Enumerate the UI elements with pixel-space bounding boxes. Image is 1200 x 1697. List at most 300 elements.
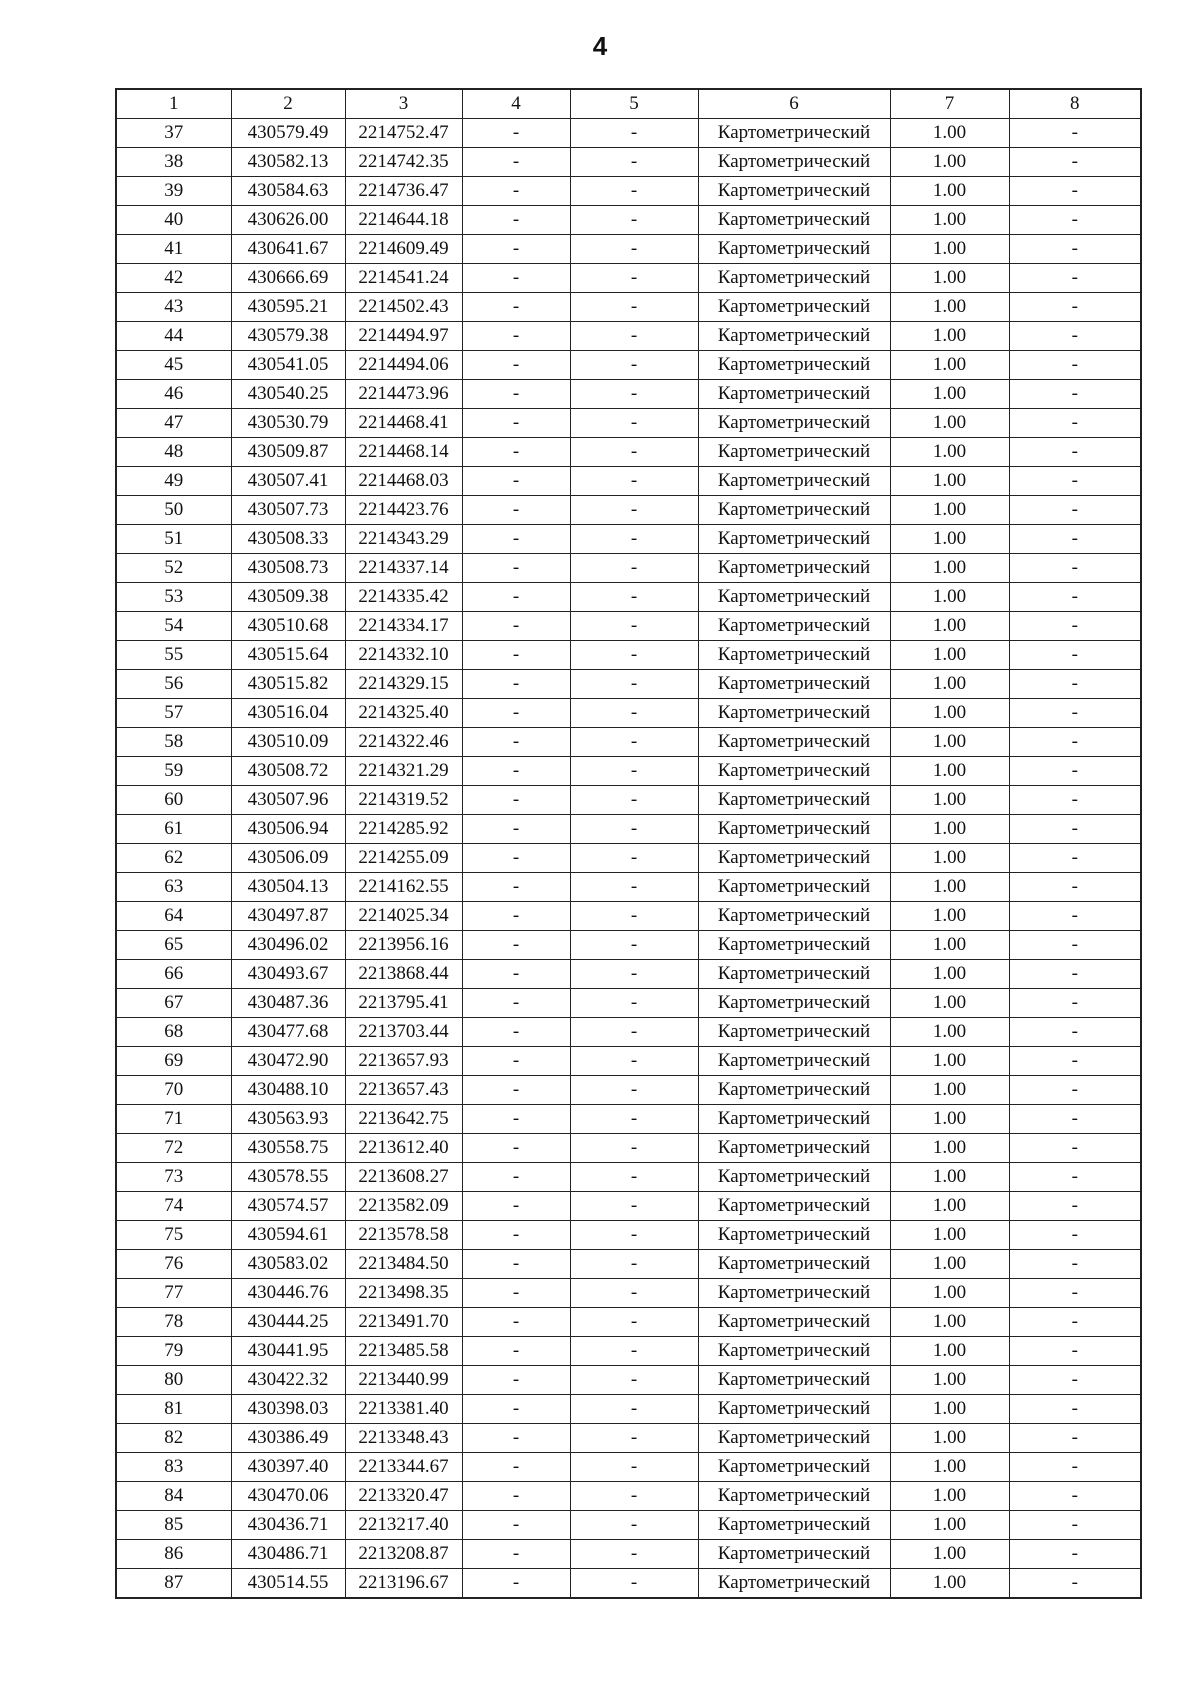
y-coordinate-cell: 2213612.40 bbox=[345, 1134, 462, 1163]
col5-cell: - bbox=[570, 931, 698, 960]
table-row bbox=[116, 1105, 1141, 1134]
method-cell: Картометрический bbox=[698, 1395, 890, 1424]
method-cell: Картометрический bbox=[698, 1076, 890, 1105]
method-cell: Картометрический bbox=[698, 1366, 890, 1395]
table-row bbox=[116, 1482, 1141, 1511]
col4-cell: - bbox=[462, 119, 570, 148]
point-number-cell: 86 bbox=[116, 1540, 231, 1569]
col4-cell: - bbox=[462, 612, 570, 641]
col4-cell: - bbox=[462, 1569, 570, 1599]
col4-cell: - bbox=[462, 1424, 570, 1453]
col4-cell: - bbox=[462, 1279, 570, 1308]
y-coordinate-cell: 2213657.43 bbox=[345, 1076, 462, 1105]
point-number-cell: 74 bbox=[116, 1192, 231, 1221]
table-row bbox=[116, 699, 1141, 728]
accuracy-cell: 1.00 bbox=[890, 757, 1009, 786]
y-coordinate-cell: 2214285.92 bbox=[345, 815, 462, 844]
col8-cell: - bbox=[1009, 728, 1141, 757]
accuracy-cell: 1.00 bbox=[890, 1569, 1009, 1599]
method-cell: Картометрический bbox=[698, 1453, 890, 1482]
method-cell: Картометрический bbox=[698, 844, 890, 873]
x-coordinate-cell: 430493.67 bbox=[231, 960, 345, 989]
col5-cell: - bbox=[570, 1337, 698, 1366]
col4-cell: - bbox=[462, 931, 570, 960]
table-row bbox=[116, 902, 1141, 931]
x-coordinate-cell: 430516.04 bbox=[231, 699, 345, 728]
col8-cell: - bbox=[1009, 177, 1141, 206]
method-cell: Картометрический bbox=[698, 467, 890, 496]
method-cell: Картометрический bbox=[698, 119, 890, 148]
col4-cell: - bbox=[462, 1018, 570, 1047]
accuracy-cell: 1.00 bbox=[890, 931, 1009, 960]
x-coordinate-cell: 430508.33 bbox=[231, 525, 345, 554]
col4-cell: - bbox=[462, 206, 570, 235]
accuracy-cell: 1.00 bbox=[890, 119, 1009, 148]
point-number-cell: 54 bbox=[116, 612, 231, 641]
method-cell: Картометрический bbox=[698, 786, 890, 815]
table-row bbox=[116, 786, 1141, 815]
accuracy-cell: 1.00 bbox=[890, 1018, 1009, 1047]
method-cell: Картометрический bbox=[698, 960, 890, 989]
col4-cell: - bbox=[462, 1337, 570, 1366]
col8-cell: - bbox=[1009, 583, 1141, 612]
method-cell: Картометрический bbox=[698, 1569, 890, 1599]
col8-cell: - bbox=[1009, 1308, 1141, 1337]
col8-cell: - bbox=[1009, 235, 1141, 264]
point-number-cell: 80 bbox=[116, 1366, 231, 1395]
col5-cell: - bbox=[570, 1511, 698, 1540]
point-number-cell: 41 bbox=[116, 235, 231, 264]
accuracy-cell: 1.00 bbox=[890, 148, 1009, 177]
col4-cell: - bbox=[462, 1221, 570, 1250]
point-number-cell: 61 bbox=[116, 815, 231, 844]
col8-cell: - bbox=[1009, 293, 1141, 322]
x-coordinate-cell: 430506.09 bbox=[231, 844, 345, 873]
accuracy-cell: 1.00 bbox=[890, 728, 1009, 757]
x-coordinate-cell: 430386.49 bbox=[231, 1424, 345, 1453]
y-coordinate-cell: 2214335.42 bbox=[345, 583, 462, 612]
point-number-cell: 67 bbox=[116, 989, 231, 1018]
col5-cell: - bbox=[570, 612, 698, 641]
col4-cell: - bbox=[462, 438, 570, 467]
method-cell: Картометрический bbox=[698, 902, 890, 931]
col8-cell: - bbox=[1009, 148, 1141, 177]
x-coordinate-cell: 430477.68 bbox=[231, 1018, 345, 1047]
col5-cell: - bbox=[570, 728, 698, 757]
accuracy-cell: 1.00 bbox=[890, 989, 1009, 1018]
col5-cell: - bbox=[570, 409, 698, 438]
table-row bbox=[116, 1395, 1141, 1424]
point-number-cell: 46 bbox=[116, 380, 231, 409]
method-cell: Картометрический bbox=[698, 264, 890, 293]
col4-cell: - bbox=[462, 380, 570, 409]
x-coordinate-cell: 430436.71 bbox=[231, 1511, 345, 1540]
y-coordinate-cell: 2213491.70 bbox=[345, 1308, 462, 1337]
accuracy-cell: 1.00 bbox=[890, 525, 1009, 554]
table-row bbox=[116, 409, 1141, 438]
col4-cell: - bbox=[462, 728, 570, 757]
table-row bbox=[116, 1279, 1141, 1308]
x-coordinate-cell: 430496.02 bbox=[231, 931, 345, 960]
point-number-cell: 38 bbox=[116, 148, 231, 177]
col8-cell: - bbox=[1009, 989, 1141, 1018]
accuracy-cell: 1.00 bbox=[890, 699, 1009, 728]
table-row bbox=[116, 873, 1141, 902]
accuracy-cell: 1.00 bbox=[890, 177, 1009, 206]
col5-cell: - bbox=[570, 554, 698, 583]
y-coordinate-cell: 2213868.44 bbox=[345, 960, 462, 989]
y-coordinate-cell: 2214319.52 bbox=[345, 786, 462, 815]
accuracy-cell: 1.00 bbox=[890, 235, 1009, 264]
x-coordinate-cell: 430626.00 bbox=[231, 206, 345, 235]
method-cell: Картометрический bbox=[698, 1221, 890, 1250]
y-coordinate-cell: 2214502.43 bbox=[345, 293, 462, 322]
method-cell: Картометрический bbox=[698, 1163, 890, 1192]
col8-cell: - bbox=[1009, 1018, 1141, 1047]
col4-cell: - bbox=[462, 554, 570, 583]
col5-cell: - bbox=[570, 119, 698, 148]
point-number-cell: 51 bbox=[116, 525, 231, 554]
y-coordinate-cell: 2214468.14 bbox=[345, 438, 462, 467]
x-coordinate-cell: 430422.32 bbox=[231, 1366, 345, 1395]
table-header-row bbox=[116, 89, 1141, 119]
point-number-cell: 52 bbox=[116, 554, 231, 583]
accuracy-cell: 1.00 bbox=[890, 496, 1009, 525]
page-number: 4 bbox=[592, 31, 608, 61]
accuracy-cell: 1.00 bbox=[890, 670, 1009, 699]
col5-cell: - bbox=[570, 496, 698, 525]
col8-cell: - bbox=[1009, 1047, 1141, 1076]
x-coordinate-cell: 430470.06 bbox=[231, 1482, 345, 1511]
col5-cell: - bbox=[570, 351, 698, 380]
col5-cell: - bbox=[570, 873, 698, 902]
accuracy-cell: 1.00 bbox=[890, 409, 1009, 438]
col4-cell: - bbox=[462, 815, 570, 844]
method-cell: Картометрический bbox=[698, 409, 890, 438]
col5-cell: - bbox=[570, 1569, 698, 1599]
y-coordinate-cell: 2214494.97 bbox=[345, 322, 462, 351]
col5-cell: - bbox=[570, 1395, 698, 1424]
col4-cell: - bbox=[462, 873, 570, 902]
table-row bbox=[116, 1192, 1141, 1221]
col5-cell: - bbox=[570, 641, 698, 670]
col4-cell: - bbox=[462, 1250, 570, 1279]
y-coordinate-cell: 2213956.16 bbox=[345, 931, 462, 960]
col8-cell: - bbox=[1009, 438, 1141, 467]
method-cell: Картометрический bbox=[698, 1337, 890, 1366]
point-number-cell: 69 bbox=[116, 1047, 231, 1076]
col8-cell: - bbox=[1009, 1366, 1141, 1395]
method-cell: Картометрический bbox=[698, 1134, 890, 1163]
col5-cell: - bbox=[570, 1482, 698, 1511]
table-row bbox=[116, 1424, 1141, 1453]
table-row bbox=[116, 815, 1141, 844]
y-coordinate-cell: 2214162.55 bbox=[345, 873, 462, 902]
col8-cell: - bbox=[1009, 1250, 1141, 1279]
accuracy-cell: 1.00 bbox=[890, 786, 1009, 815]
col8-cell: - bbox=[1009, 554, 1141, 583]
point-number-cell: 71 bbox=[116, 1105, 231, 1134]
accuracy-cell: 1.00 bbox=[890, 1221, 1009, 1250]
table-row bbox=[116, 293, 1141, 322]
col4-cell: - bbox=[462, 1308, 570, 1337]
table-row bbox=[116, 757, 1141, 786]
col4-cell: - bbox=[462, 409, 570, 438]
x-coordinate-cell: 430507.96 bbox=[231, 786, 345, 815]
point-number-cell: 66 bbox=[116, 960, 231, 989]
accuracy-cell: 1.00 bbox=[890, 641, 1009, 670]
col8-cell: - bbox=[1009, 1395, 1141, 1424]
col5-cell: - bbox=[570, 786, 698, 815]
col4-cell: - bbox=[462, 699, 570, 728]
point-number-cell: 58 bbox=[116, 728, 231, 757]
point-number-cell: 44 bbox=[116, 322, 231, 351]
col8-cell: - bbox=[1009, 1482, 1141, 1511]
y-coordinate-cell: 2214752.47 bbox=[345, 119, 462, 148]
col5-cell: - bbox=[570, 1308, 698, 1337]
point-number-cell: 70 bbox=[116, 1076, 231, 1105]
col8-cell: - bbox=[1009, 264, 1141, 293]
table-row bbox=[116, 1047, 1141, 1076]
point-number-cell: 78 bbox=[116, 1308, 231, 1337]
method-cell: Картометрический bbox=[698, 235, 890, 264]
table-row bbox=[116, 1569, 1141, 1599]
col5-cell: - bbox=[570, 322, 698, 351]
col8-cell: - bbox=[1009, 1337, 1141, 1366]
accuracy-cell: 1.00 bbox=[890, 844, 1009, 873]
table-row bbox=[116, 380, 1141, 409]
col5-cell: - bbox=[570, 989, 698, 1018]
col8-cell: - bbox=[1009, 1192, 1141, 1221]
table-row bbox=[116, 264, 1141, 293]
x-coordinate-cell: 430508.73 bbox=[231, 554, 345, 583]
x-coordinate-cell: 430594.61 bbox=[231, 1221, 345, 1250]
table-row bbox=[116, 1163, 1141, 1192]
table-row bbox=[116, 554, 1141, 583]
accuracy-cell: 1.00 bbox=[890, 1047, 1009, 1076]
x-coordinate-cell: 430666.69 bbox=[231, 264, 345, 293]
col8-cell: - bbox=[1009, 670, 1141, 699]
accuracy-cell: 1.00 bbox=[890, 1163, 1009, 1192]
col8-cell: - bbox=[1009, 786, 1141, 815]
x-coordinate-cell: 430574.57 bbox=[231, 1192, 345, 1221]
col5-cell: - bbox=[570, 148, 698, 177]
accuracy-cell: 1.00 bbox=[890, 583, 1009, 612]
col5-cell: - bbox=[570, 960, 698, 989]
col5-cell: - bbox=[570, 177, 698, 206]
y-coordinate-cell: 2214494.06 bbox=[345, 351, 462, 380]
point-number-cell: 82 bbox=[116, 1424, 231, 1453]
col5-cell: - bbox=[570, 583, 698, 612]
accuracy-cell: 1.00 bbox=[890, 902, 1009, 931]
accuracy-cell: 1.00 bbox=[890, 1134, 1009, 1163]
y-coordinate-cell: 2213642.75 bbox=[345, 1105, 462, 1134]
x-coordinate-cell: 430472.90 bbox=[231, 1047, 345, 1076]
col4-cell: - bbox=[462, 902, 570, 931]
point-number-cell: 37 bbox=[116, 119, 231, 148]
col8-cell: - bbox=[1009, 322, 1141, 351]
col4-cell: - bbox=[462, 670, 570, 699]
table-row bbox=[116, 1076, 1141, 1105]
y-coordinate-cell: 2213498.35 bbox=[345, 1279, 462, 1308]
x-coordinate-cell: 430584.63 bbox=[231, 177, 345, 206]
col5-cell: - bbox=[570, 1250, 698, 1279]
col4-cell: - bbox=[462, 293, 570, 322]
y-coordinate-cell: 2214255.09 bbox=[345, 844, 462, 873]
col4-cell: - bbox=[462, 786, 570, 815]
accuracy-cell: 1.00 bbox=[890, 1395, 1009, 1424]
x-coordinate-cell: 430487.36 bbox=[231, 989, 345, 1018]
table-row bbox=[116, 844, 1141, 873]
x-coordinate-cell: 430582.13 bbox=[231, 148, 345, 177]
col4-cell: - bbox=[462, 264, 570, 293]
method-cell: Картометрический bbox=[698, 670, 890, 699]
y-coordinate-cell: 2214644.18 bbox=[345, 206, 462, 235]
accuracy-cell: 1.00 bbox=[890, 1105, 1009, 1134]
col4-cell: - bbox=[462, 1076, 570, 1105]
col8-cell: - bbox=[1009, 119, 1141, 148]
point-number-cell: 43 bbox=[116, 293, 231, 322]
method-cell: Картометрический bbox=[698, 496, 890, 525]
table-row bbox=[116, 1540, 1141, 1569]
col8-cell: - bbox=[1009, 1221, 1141, 1250]
table-row bbox=[116, 728, 1141, 757]
table-row bbox=[116, 1308, 1141, 1337]
y-coordinate-cell: 2213703.44 bbox=[345, 1018, 462, 1047]
col4-cell: - bbox=[462, 1395, 570, 1424]
y-coordinate-cell: 2214541.24 bbox=[345, 264, 462, 293]
y-coordinate-cell: 2213657.93 bbox=[345, 1047, 462, 1076]
method-cell: Картометрический bbox=[698, 177, 890, 206]
col4-cell: - bbox=[462, 496, 570, 525]
accuracy-cell: 1.00 bbox=[890, 960, 1009, 989]
col8-cell: - bbox=[1009, 351, 1141, 380]
col4-cell: - bbox=[462, 1192, 570, 1221]
method-cell: Картометрический bbox=[698, 1511, 890, 1540]
y-coordinate-cell: 2214609.49 bbox=[345, 235, 462, 264]
y-coordinate-cell: 2213578.58 bbox=[345, 1221, 462, 1250]
col5-cell: - bbox=[570, 1134, 698, 1163]
point-number-cell: 55 bbox=[116, 641, 231, 670]
point-number-cell: 72 bbox=[116, 1134, 231, 1163]
method-cell: Картометрический bbox=[698, 1250, 890, 1279]
column-header-6: 6 bbox=[698, 89, 890, 119]
col5-cell: - bbox=[570, 699, 698, 728]
x-coordinate-cell: 430583.02 bbox=[231, 1250, 345, 1279]
point-number-cell: 47 bbox=[116, 409, 231, 438]
point-number-cell: 64 bbox=[116, 902, 231, 931]
col4-cell: - bbox=[462, 525, 570, 554]
x-coordinate-cell: 430641.67 bbox=[231, 235, 345, 264]
col4-cell: - bbox=[462, 1105, 570, 1134]
y-coordinate-cell: 2214343.29 bbox=[345, 525, 462, 554]
y-coordinate-cell: 2214025.34 bbox=[345, 902, 462, 931]
y-coordinate-cell: 2214473.96 bbox=[345, 380, 462, 409]
y-coordinate-cell: 2214468.03 bbox=[345, 467, 462, 496]
x-coordinate-cell: 430595.21 bbox=[231, 293, 345, 322]
table-row bbox=[116, 351, 1141, 380]
column-header-2: 2 bbox=[231, 89, 345, 119]
x-coordinate-cell: 430504.13 bbox=[231, 873, 345, 902]
col8-cell: - bbox=[1009, 1511, 1141, 1540]
accuracy-cell: 1.00 bbox=[890, 873, 1009, 902]
col4-cell: - bbox=[462, 989, 570, 1018]
col8-cell: - bbox=[1009, 641, 1141, 670]
y-coordinate-cell: 2214329.15 bbox=[345, 670, 462, 699]
accuracy-cell: 1.00 bbox=[890, 1366, 1009, 1395]
method-cell: Картометрический bbox=[698, 1105, 890, 1134]
accuracy-cell: 1.00 bbox=[890, 206, 1009, 235]
table-row bbox=[116, 438, 1141, 467]
accuracy-cell: 1.00 bbox=[890, 1453, 1009, 1482]
accuracy-cell: 1.00 bbox=[890, 1337, 1009, 1366]
table-row bbox=[116, 1250, 1141, 1279]
method-cell: Картометрический bbox=[698, 641, 890, 670]
table-row bbox=[116, 1018, 1141, 1047]
col4-cell: - bbox=[462, 1366, 570, 1395]
col8-cell: - bbox=[1009, 1134, 1141, 1163]
point-number-cell: 49 bbox=[116, 467, 231, 496]
col8-cell: - bbox=[1009, 467, 1141, 496]
x-coordinate-cell: 430540.25 bbox=[231, 380, 345, 409]
x-coordinate-cell: 430578.55 bbox=[231, 1163, 345, 1192]
accuracy-cell: 1.00 bbox=[890, 1250, 1009, 1279]
col4-cell: - bbox=[462, 235, 570, 264]
col5-cell: - bbox=[570, 670, 698, 699]
col8-cell: - bbox=[1009, 902, 1141, 931]
point-number-cell: 48 bbox=[116, 438, 231, 467]
method-cell: Картометрический bbox=[698, 989, 890, 1018]
y-coordinate-cell: 2214332.10 bbox=[345, 641, 462, 670]
table-row bbox=[116, 931, 1141, 960]
col5-cell: - bbox=[570, 1540, 698, 1569]
method-cell: Картометрический bbox=[698, 1424, 890, 1453]
point-number-cell: 84 bbox=[116, 1482, 231, 1511]
accuracy-cell: 1.00 bbox=[890, 322, 1009, 351]
table-row bbox=[116, 960, 1141, 989]
x-coordinate-cell: 430541.05 bbox=[231, 351, 345, 380]
col8-cell: - bbox=[1009, 1163, 1141, 1192]
x-coordinate-cell: 430441.95 bbox=[231, 1337, 345, 1366]
point-number-cell: 59 bbox=[116, 757, 231, 786]
col8-cell: - bbox=[1009, 525, 1141, 554]
coordinates-table bbox=[115, 88, 1142, 1599]
table-row bbox=[116, 206, 1141, 235]
method-cell: Картометрический bbox=[698, 554, 890, 583]
y-coordinate-cell: 2213344.67 bbox=[345, 1453, 462, 1482]
col5-cell: - bbox=[570, 1221, 698, 1250]
method-cell: Картометрический bbox=[698, 1279, 890, 1308]
accuracy-cell: 1.00 bbox=[890, 467, 1009, 496]
method-cell: Картометрический bbox=[698, 583, 890, 612]
y-coordinate-cell: 2213217.40 bbox=[345, 1511, 462, 1540]
col4-cell: - bbox=[462, 1540, 570, 1569]
method-cell: Картометрический bbox=[698, 699, 890, 728]
method-cell: Картометрический bbox=[698, 206, 890, 235]
col5-cell: - bbox=[570, 380, 698, 409]
method-cell: Картометрический bbox=[698, 438, 890, 467]
point-number-cell: 39 bbox=[116, 177, 231, 206]
col4-cell: - bbox=[462, 351, 570, 380]
accuracy-cell: 1.00 bbox=[890, 1540, 1009, 1569]
y-coordinate-cell: 2214325.40 bbox=[345, 699, 462, 728]
col5-cell: - bbox=[570, 1424, 698, 1453]
col8-cell: - bbox=[1009, 1453, 1141, 1482]
method-cell: Картометрический bbox=[698, 293, 890, 322]
col5-cell: - bbox=[570, 1047, 698, 1076]
method-cell: Картометрический bbox=[698, 1308, 890, 1337]
col8-cell: - bbox=[1009, 931, 1141, 960]
